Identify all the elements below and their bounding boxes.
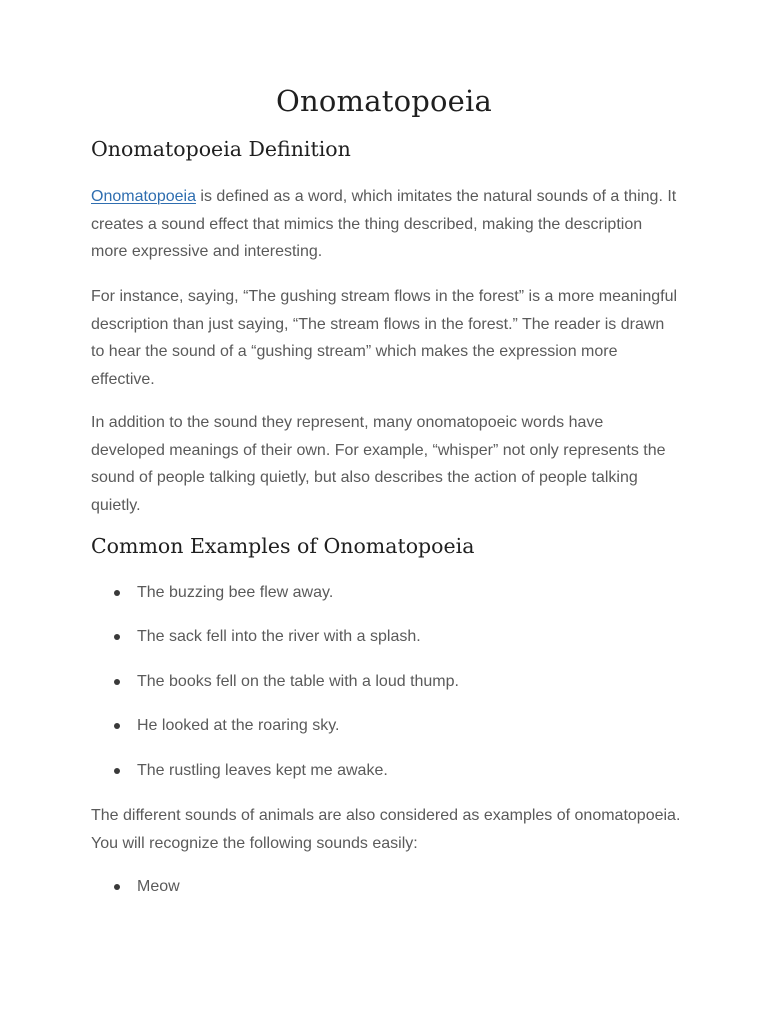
- bullet-icon: [114, 634, 120, 640]
- bullet-icon: [114, 884, 120, 890]
- list-item-text: The books fell on the table with a loud thump.: [137, 673, 459, 690]
- definition-paragraph-2: For instance, saying, “The gushing stream flows in the forest” is a more meaningful description than just saying, “The stream flows in the forest.” The reader is drawn to hear the sound of a “gushing stream” which makes the expression more effective.: [91, 288, 678, 388]
- bullet-icon: [114, 723, 120, 729]
- list-item-text: The buzzing bee flew away.: [137, 584, 334, 601]
- page-title: Onomatopoeia: [276, 84, 492, 118]
- definition-heading: Onomatopoeia Definition: [91, 137, 351, 161]
- bullet-icon: [114, 679, 120, 685]
- definition-paragraph-1: [91, 183, 681, 266]
- onomatopoeia-link[interactable]: Onomatopoeia: [91, 188, 196, 205]
- list-item-text: Meow: [137, 878, 180, 895]
- list-item-text: The sack fell into the river with a splash.: [137, 628, 421, 645]
- list-item-text: The rustling leaves kept me awake.: [137, 762, 388, 779]
- bullet-icon: [114, 768, 120, 774]
- list-item-text: He looked at the roaring sky.: [137, 717, 340, 734]
- animals-intro-paragraph: The different sounds of animals are also considered as examples of onomatopoeia. You will recognize the following sounds easily:: [91, 807, 681, 852]
- definition-paragraph-3: In addition to the sound they represent, many onomatopoeic words have developed meanings of their own. For example, “whisper” not only represents the sound of people talking quietly, but also describes the action of people talking quietly.: [91, 414, 666, 514]
- examples-heading: Common Examples of Onomatopoeia: [91, 534, 475, 558]
- bullet-icon: [114, 590, 120, 596]
- definition-paragraph-1-text: is defined as a word, which imitates the natural sounds of a thing. It creates a sound effect that mimics the thing described, making the description more expressive and interesting.: [91, 188, 677, 260]
